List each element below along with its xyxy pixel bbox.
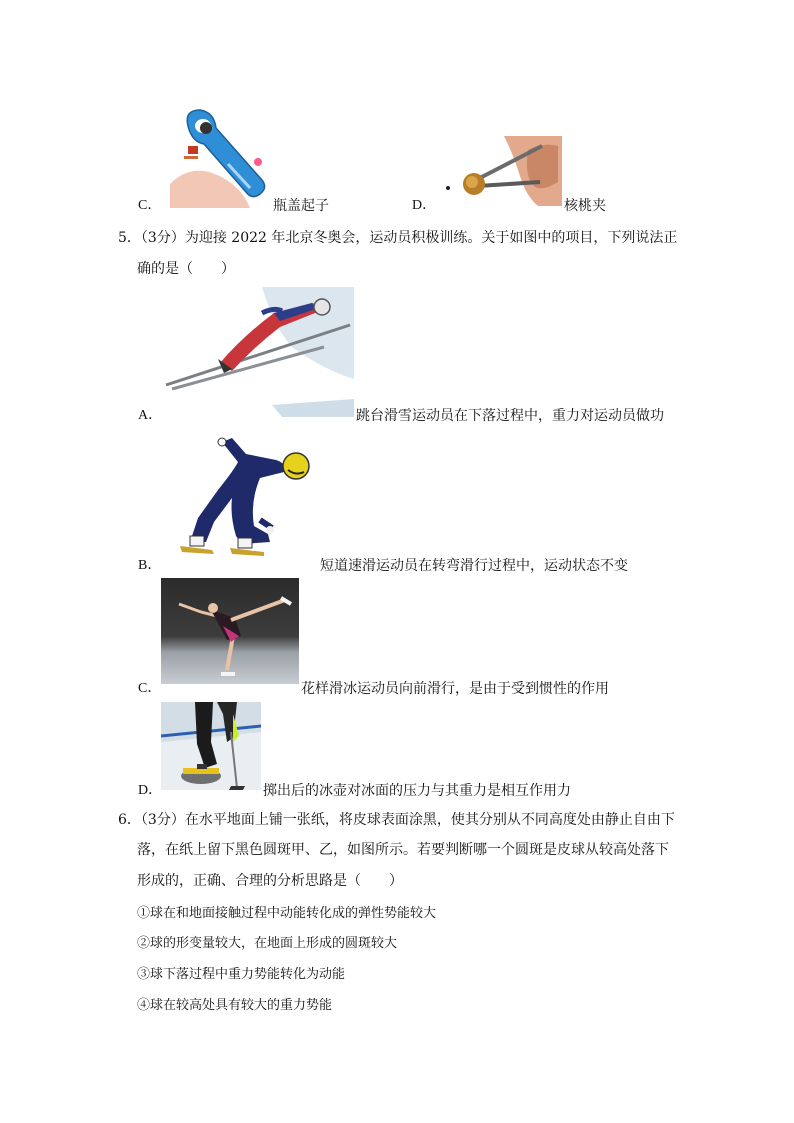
q4-option-d-caption: 核桃夹 [564, 198, 606, 214]
q5-score: （3分） [140, 230, 185, 246]
q5-stem-line-2: 确的是（ ） [137, 261, 235, 277]
q6-stem-line-1 [118, 810, 675, 830]
q5-option-c-letter: C． [138, 681, 162, 696]
q5-option-a-letter: A． [138, 408, 163, 423]
bottle-opener-image [170, 104, 272, 208]
q4-option-c-caption: 瓶盖起子 [273, 198, 329, 214]
q4-option-d-letter: D． [412, 198, 437, 213]
q6-stem-line-2: 落，在纸上留下黑色圆斑甲、乙，如图所示。若要判断哪一个圆斑是皮球从较高处落下 [137, 842, 669, 858]
q6-number: 6． [118, 812, 141, 828]
speed-skating-image [172, 432, 320, 564]
q6-statement-4: ④球在较高处具有较大的重力势能 [137, 998, 333, 1013]
ski-jumping-image [162, 287, 354, 417]
q5-number: 5． [118, 230, 141, 246]
q6-score: （3分） [140, 812, 185, 828]
q6-stem-text-1: 在水平地面上铺一张纸，将皮球表面涂黑，使其分别从不同高度处由静止自由下 [184, 812, 675, 828]
q5-option-b-text: 短道速滑运动员在转弯滑行过程中，运动状态不变 [320, 558, 628, 574]
q6-stem-line-3: 形成的，正确、合理的分析思路是（ ） [137, 873, 403, 889]
figure-skating-image [161, 578, 299, 684]
q5-option-b-letter: B． [138, 558, 162, 573]
q4-option-c-letter: C． [138, 198, 162, 213]
q5-option-a-text: 跳台滑雪运动员在下落过程中，重力对运动员做功 [356, 408, 664, 424]
q5-option-d-text: 掷出后的冰壶对冰面的压力与其重力是相互作用力 [263, 783, 571, 799]
q6-statement-3: ③球下落过程中重力势能转化为动能 [137, 967, 346, 982]
curling-image [161, 702, 261, 790]
q6-statement-1: ①球在和地面接触过程中动能转化成的弹性势能较大 [137, 906, 437, 921]
nutcracker-image [442, 136, 562, 206]
q5-stem-text-1: 为迎接 2022 年北京冬奥会，运动员积极训练。关于如图中的项目，下列说法正 [184, 230, 678, 246]
q5-option-c-text: 花样滑冰运动员向前滑行，是由于受到惯性的作用 [301, 681, 609, 697]
q5-option-d-letter: D． [138, 783, 163, 798]
q6-statement-2: ②球的形变量较大，在地面上形成的圆斑较大 [137, 936, 398, 951]
q5-stem-line-1 [118, 228, 677, 248]
